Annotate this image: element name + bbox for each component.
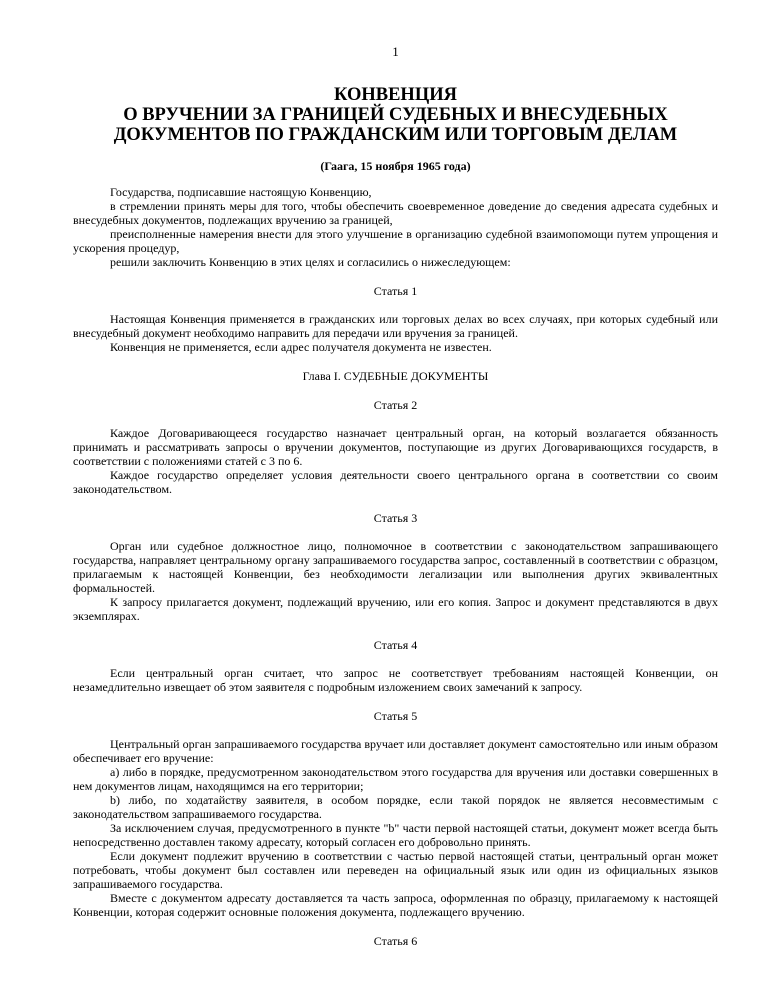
article-paragraph: К запросу прилагается документ, подлежащий вручению, или его копия. Запрос и документ представляются в двух экземплярах.: [73, 595, 718, 623]
article-heading: Статья 2: [373, 398, 418, 412]
article-paragraph: Вместе с документом адресату доставляется та часть запроса, оформленная по образцу, прилагаемому к настоящей Конвенции, которая содержит основные положения документа, подлежащего вручению.: [73, 891, 718, 919]
chapter-heading: Глава I. СУДЕБНЫЕ ДОКУМЕНТЫ: [302, 369, 489, 383]
article-paragraph: a) либо в порядке, предусмотренном законодательством этого государства для вручения или доставки совершенных в нем документов лицам, находящимся на его территории;: [73, 765, 718, 793]
preamble-paragraph: в стремлении принять меры для того, чтобы обеспечить своевременное доведение до сведения адресата судебных и внесудебных документов, подлежащих вручению за границей,: [73, 199, 718, 227]
article-heading: Статья 3: [373, 511, 418, 525]
title-line-3: ДОКУМЕНТОВ ПО ГРАЖДАНСКИМ ИЛИ ТОРГОВЫМ ДЕЛАМ: [113, 125, 678, 145]
preamble-paragraph: преисполненные намерения внести для этого улучшение в организацию судебной взаимопомощи путем упрощения и ускорения процедур,: [73, 227, 718, 255]
article-paragraph: Конвенция не применяется, если адрес получателя документа не известен.: [110, 340, 492, 354]
article-paragraph: Если центральный орган считает, что запрос не соответствует требованиям настоящей Конвенции, он незамедлительно извещает об этом заявителя с подробным изложением своих замечаний к запросу.: [73, 666, 718, 694]
preamble-paragraph: решили заключить Конвенцию в этих целях и согласились о нижеследующем:: [110, 255, 511, 269]
article-1: [73, 284, 718, 354]
article-6: [73, 934, 718, 948]
document-date: (Гаага, 15 ноября 1965 года): [320, 159, 471, 173]
article-paragraph: За исключением случая, предусмотренного в пункте "b" части первой настоящей статьи, документ может всегда быть непосредственно доставлен такому адресату, который согласен его добровольно принять.: [73, 821, 718, 849]
document-title: [73, 85, 718, 145]
article-paragraph: Орган или судебное должностное лицо, полномочное в соответствии с законодательством запрашивающего государства, направляет центральному органу запрашиваемого государства запрос, составленный в соответствии с образцом, прилагаемым к настоящей Конвенции, без необходимости легализации или выполнения других эквивалентных формальностей.: [73, 539, 718, 595]
document-body: [73, 185, 718, 948]
article-heading: Статья 6: [373, 934, 418, 948]
article-heading: Статья 1: [373, 284, 418, 298]
title-line-2: О ВРУЧЕНИИ ЗА ГРАНИЦЕЙ СУДЕБНЫХ И ВНЕСУДЕБНЫХ: [123, 105, 668, 125]
article-3: [73, 511, 718, 623]
article-heading: Статья 4: [373, 638, 418, 652]
article-heading: Статья 5: [373, 709, 418, 723]
article-2: [73, 398, 718, 496]
article-paragraph: Центральный орган запрашиваемого государства вручает или доставляет документ самостоятельно или иным образом обеспечивает его вручение:: [73, 737, 718, 765]
title-line-1: КОНВЕНЦИЯ: [334, 85, 457, 105]
preamble-paragraph: Государства, подписавшие настоящую Конвенцию,: [110, 185, 372, 199]
article-5: [73, 709, 718, 919]
article-paragraph: Каждое государство определяет условия деятельности своего центрального органа в соответствии со своим законодательством.: [73, 468, 718, 496]
article-paragraph: Настоящая Конвенция применяется в гражданских или торговых делах во всех случаях, при которых судебный или внесудебный документ необходимо направить для передачи или вручения за границей.: [73, 312, 718, 340]
article-paragraph: Если документ подлежит вручению в соответствии с частью первой настоящей статьи, центральный орган может потребовать, чтобы документ был составлен или переведен на официальный язык или один из официальных языков запрашиваемого государства.: [73, 849, 718, 891]
preamble: [73, 185, 718, 269]
page-number: 1: [392, 44, 399, 59]
article-4: [73, 638, 718, 694]
article-paragraph: b) либо, по ходатайству заявителя, в особом порядке, если такой порядок не является несовместимым с законодательством запрашиваемого государства.: [73, 793, 718, 821]
article-paragraph: Каждое Договаривающееся государство назначает центральный орган, на который возлагается обязанность принимать и рассматривать запросы о вручении документов, поступающие из других Договаривающихся государств, в соответствии с положениями статей с 3 по 6.: [73, 426, 718, 468]
